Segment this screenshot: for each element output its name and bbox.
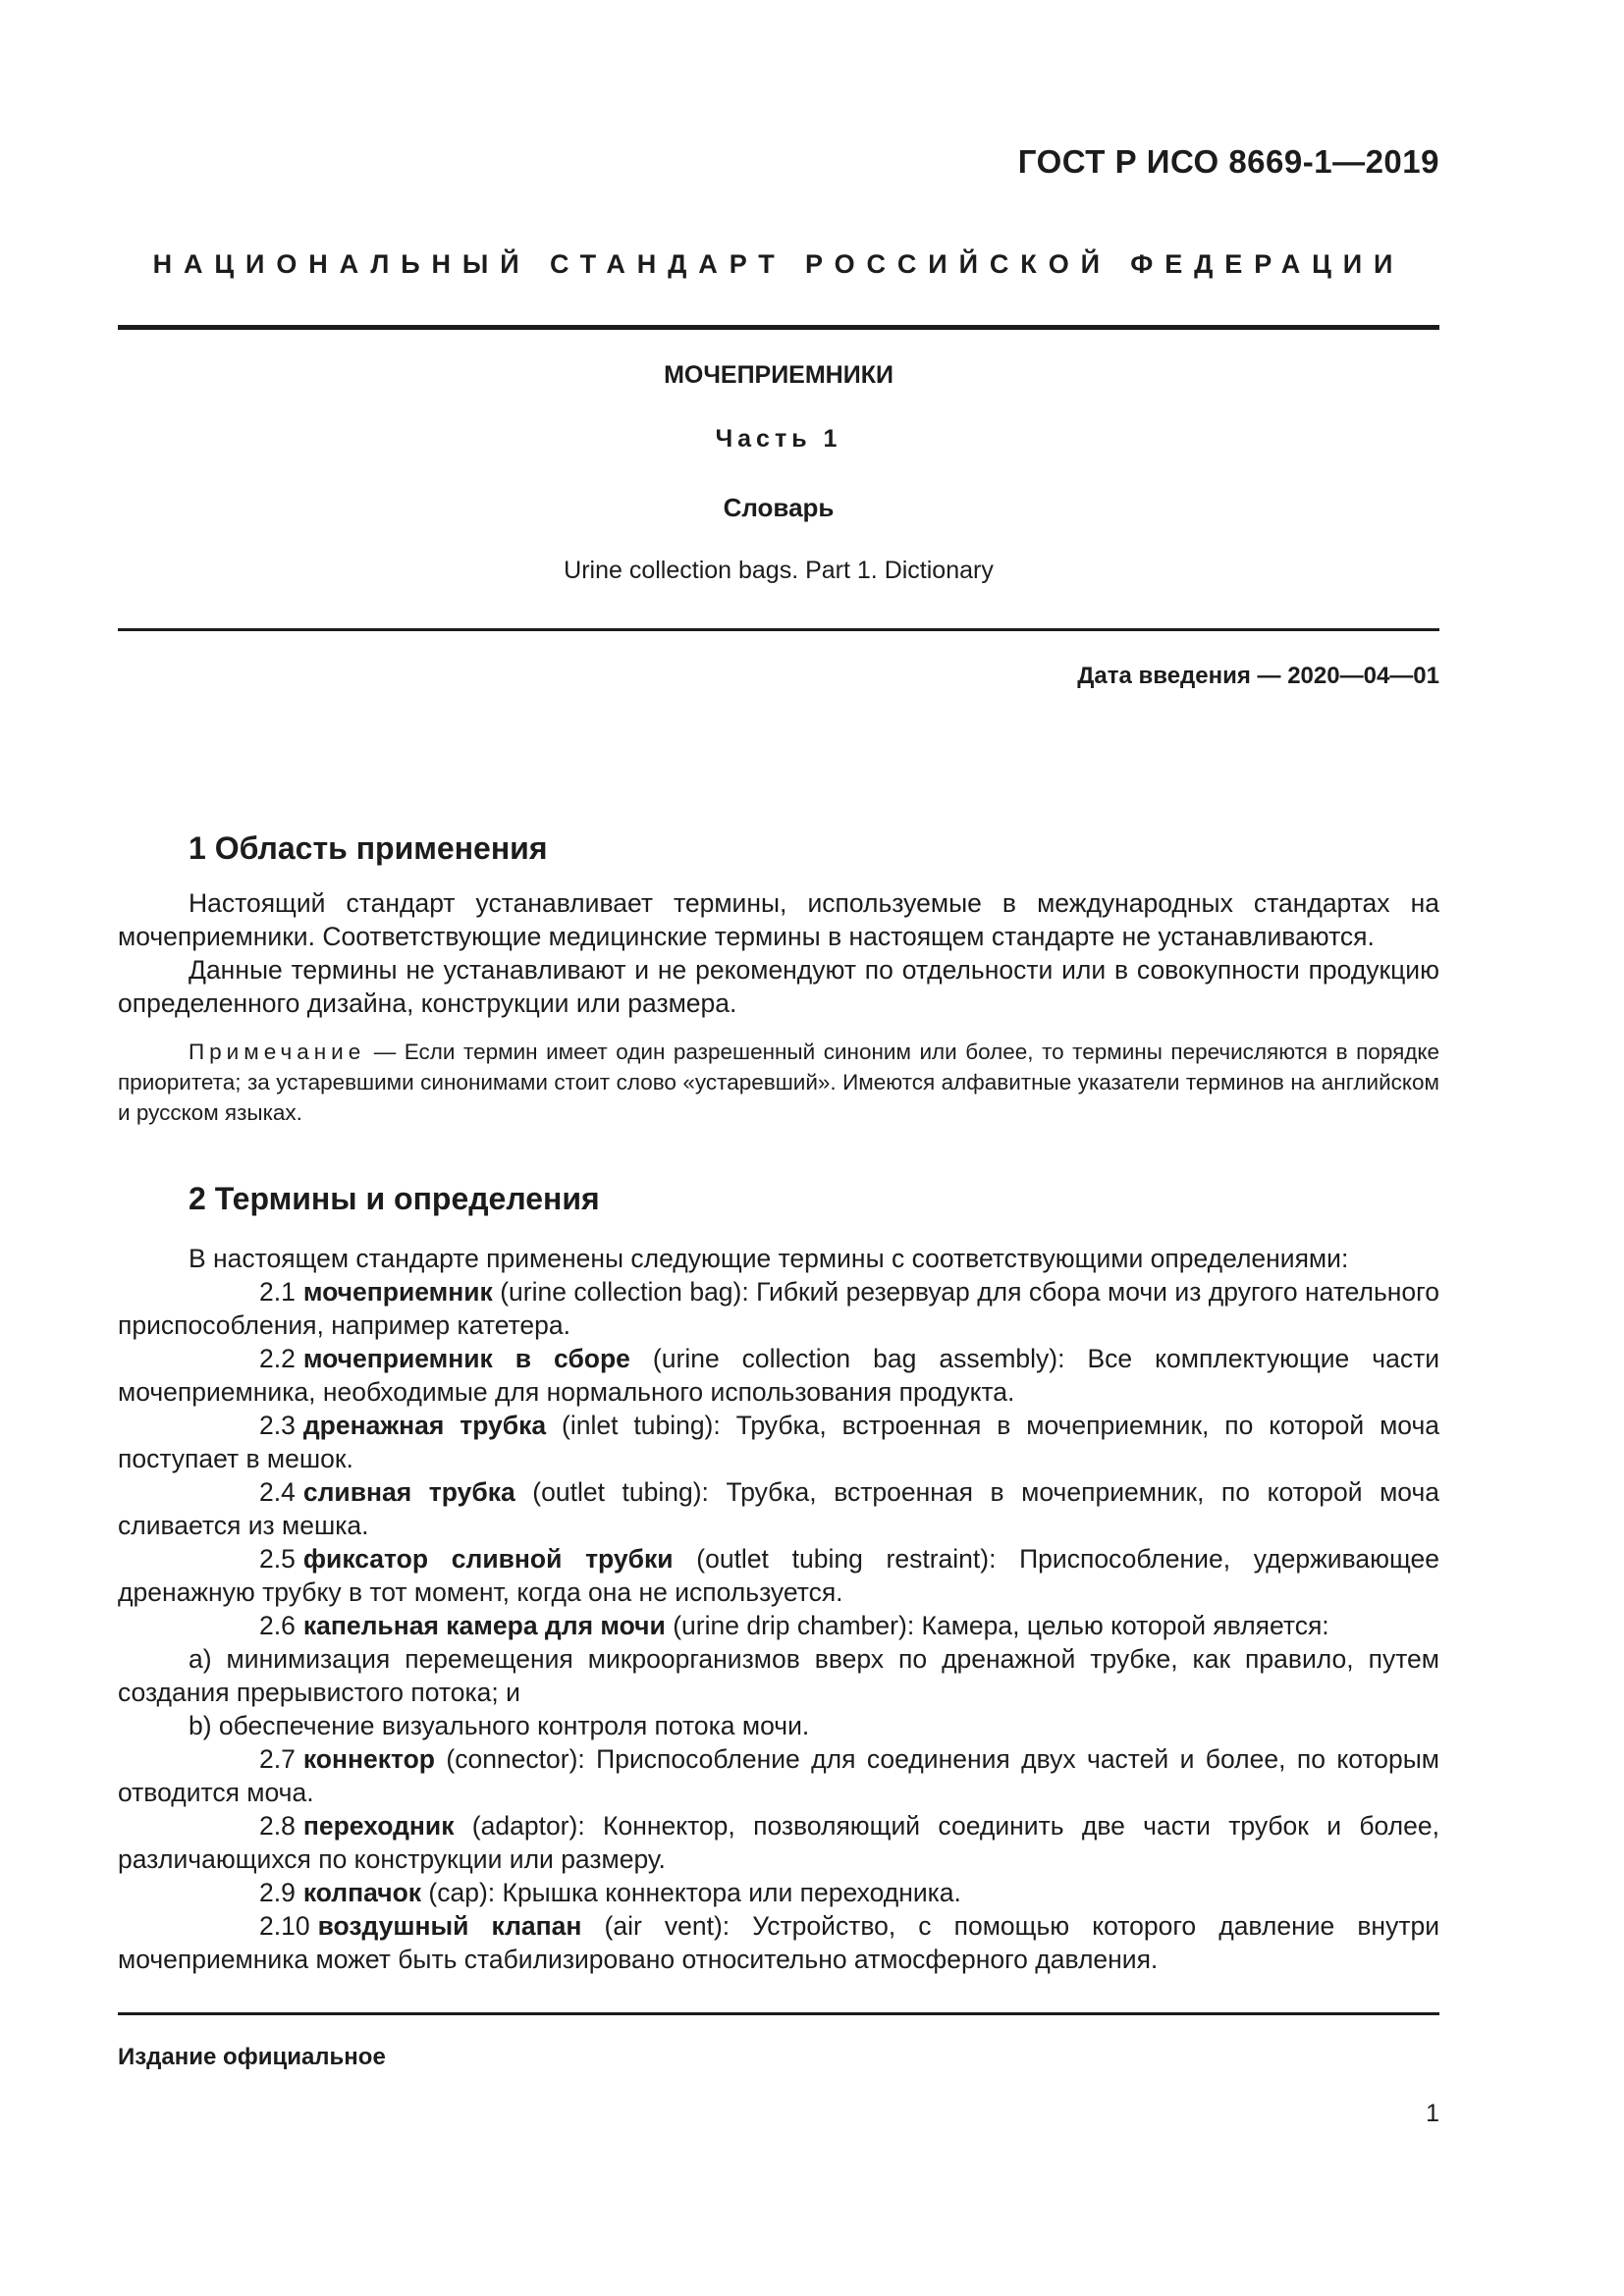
term-definition: (connector): Приспособление для соединения двух частей и более, по которым отводится моча. (118, 1744, 1439, 1807)
effective-date: Дата введения — 2020—04—01 (1077, 663, 1439, 689)
top-divider (118, 325, 1439, 330)
term-name: колпачок (302, 1878, 422, 1907)
part-title: Часть 1 (715, 425, 842, 453)
term-entry: 2.10 воздушный клапан (air vent): Устройство, с помощью которого давление внутри мочеприемника может быть стабилизировано относительно атмосферного давления. (118, 1911, 1439, 1974)
term-name: мочеприемник в сборе (302, 1344, 630, 1373)
term-definition: (urine collection bag assembly): Все комплектующие части мочеприемника, необходимые для нормального использования продукта. (118, 1344, 1440, 1407)
term-name: капельная камера для мочи (302, 1611, 666, 1640)
term-definition: (air vent): Устройство, с помощью которого давление внутри мочеприемника может быть стабилизировано относительно атмосферного давления. (118, 1911, 1439, 1974)
subtitle: Словарь (723, 493, 835, 522)
section-1-paragraph-1: Настоящий стандарт устанавливает термины, используемые в международных стандартах на мочеприемники. Соответствующие медицинские термины в настоящем стандарте не устанавливаются. (118, 888, 1439, 951)
term-entry: 2.5 фиксатор сливной трубки (outlet tubing restraint): Приспособление, удерживающее дренажную трубку в тот момент, когда она не используется. (118, 1544, 1439, 1607)
section-2-heading: 2 Термины и определения (189, 1181, 600, 1216)
english-title: Urine collection bags. Part 1. Dictionary (564, 557, 994, 584)
term-entry: 2.2 мочеприемник в сборе (urine collection bag assembly): Все комплектующие части мочеприемника, необходимые для нормального использования продукта. (118, 1344, 1440, 1407)
term-name: сливная трубка (302, 1477, 515, 1507)
term-name: дренажная трубка (302, 1411, 547, 1440)
terms-intro: В настоящем стандарте применены следующие термины с соответствующими определениями: (189, 1244, 1349, 1273)
term-entry: 2.7 коннектор (connector): Приспособление для соединения двух частей и более, по которым отводится моча. (118, 1744, 1439, 1807)
drip-chamber-item-b: b) обеспечение визуального контроля потока мочи. (189, 1711, 810, 1740)
term-definition: (inlet tubing): Трубка, встроенная в мочеприемник, по которой моча поступает в мешок. (118, 1411, 1439, 1473)
section-1-heading: 1 Область применения (189, 830, 548, 866)
section-1-note (118, 1037, 1439, 1128)
national-standard-title: НАЦИОНАЛЬНЫЙ СТАНДАРТ РОССИЙСКОЙ ФЕДЕРАЦИИ (152, 249, 1405, 279)
document-title: МОЧЕПРИЕМНИКИ (664, 361, 893, 389)
term-name: воздушный клапан (317, 1911, 582, 1941)
term-entry: 2.6 капельная камера для мочи (urine drip chamber): Камера, целью которой является: (259, 1611, 1329, 1640)
official-edition-label: Издание официальное (118, 2044, 386, 2070)
term-definition: (cap): Крышка коннектора или переходника. (421, 1878, 961, 1907)
term-name: фиксатор сливной трубки (302, 1544, 674, 1574)
term-definition: (adaptor): Коннектор, позволяющий соединить две части трубок и более, различающихся по конструкции или размеру. (118, 1811, 1439, 1874)
term-definition: (outlet tubing restraint): Приспособление, удерживающее дренажную трубку в тот момент, когда она не используется. (118, 1544, 1439, 1607)
term-definition: (outlet tubing): Трубка, встроенная в мочеприемник, по которой моча сливается из мешка. (118, 1477, 1439, 1540)
page-number: 1 (1426, 2100, 1439, 2127)
term-entry: 2.1 мочеприемник (urine collection bag): Гибкий резервуар для сбора мочи из другого нательного приспособления, например катетера. (118, 1277, 1439, 1340)
term-definition: (urine collection bag): Гибкий резервуар для сбора мочи из другого нательного приспособления, например катетера. (118, 1277, 1439, 1340)
drip-chamber-item-a: a) минимизация перемещения микроорганизмов вверх по дренажной трубке, как правило, путем создания прерывистого потока; и (118, 1644, 1439, 1707)
section-1-paragraph-2: Данные термины не устанавливают и не рекомендуют по отдельности или в совокупности продукцию определенного дизайна, конструкции или размера. (118, 955, 1439, 1018)
section-1-body (118, 886, 1439, 1020)
title-divider (118, 628, 1439, 631)
term-entry: 2.9 колпачок (cap): Крышка коннектора или переходника. (259, 1878, 961, 1907)
term-name: переходник (302, 1811, 455, 1841)
terms-list (118, 1242, 1439, 1976)
term-name: мочеприемник (302, 1277, 493, 1307)
standard-number: ГОСТ Р ИСО 8669-1—2019 (1017, 143, 1439, 180)
footer-divider (118, 2012, 1439, 2015)
term-entry: 2.8 переходник (adaptor): Коннектор, позволяющий соединить две части трубок и более, различающихся по конструкции или размеру. (118, 1811, 1439, 1874)
note-text: — Если термин имеет один разрешенный синоним или более, то термины перечисляются в порядке приоритета; за устаревшими синонимами стоит слово «устаревший». Имеются алфавитные указатели терминов на английском и русском языках. (118, 1040, 1439, 1125)
term-definition: (urine drip chamber): Камера, целью которой является: (665, 1611, 1329, 1640)
term-entry: 2.3 дренажная трубка (inlet tubing): Трубка, встроенная в мочеприемник, по которой моча поступает в мешок. (118, 1411, 1439, 1473)
note-label: Примечание (189, 1040, 366, 1064)
term-name: коннектор (302, 1744, 435, 1774)
term-entry: 2.4 сливная трубка (outlet tubing): Трубка, встроенная в мочеприемник, по которой моча сливается из мешка. (118, 1477, 1439, 1540)
